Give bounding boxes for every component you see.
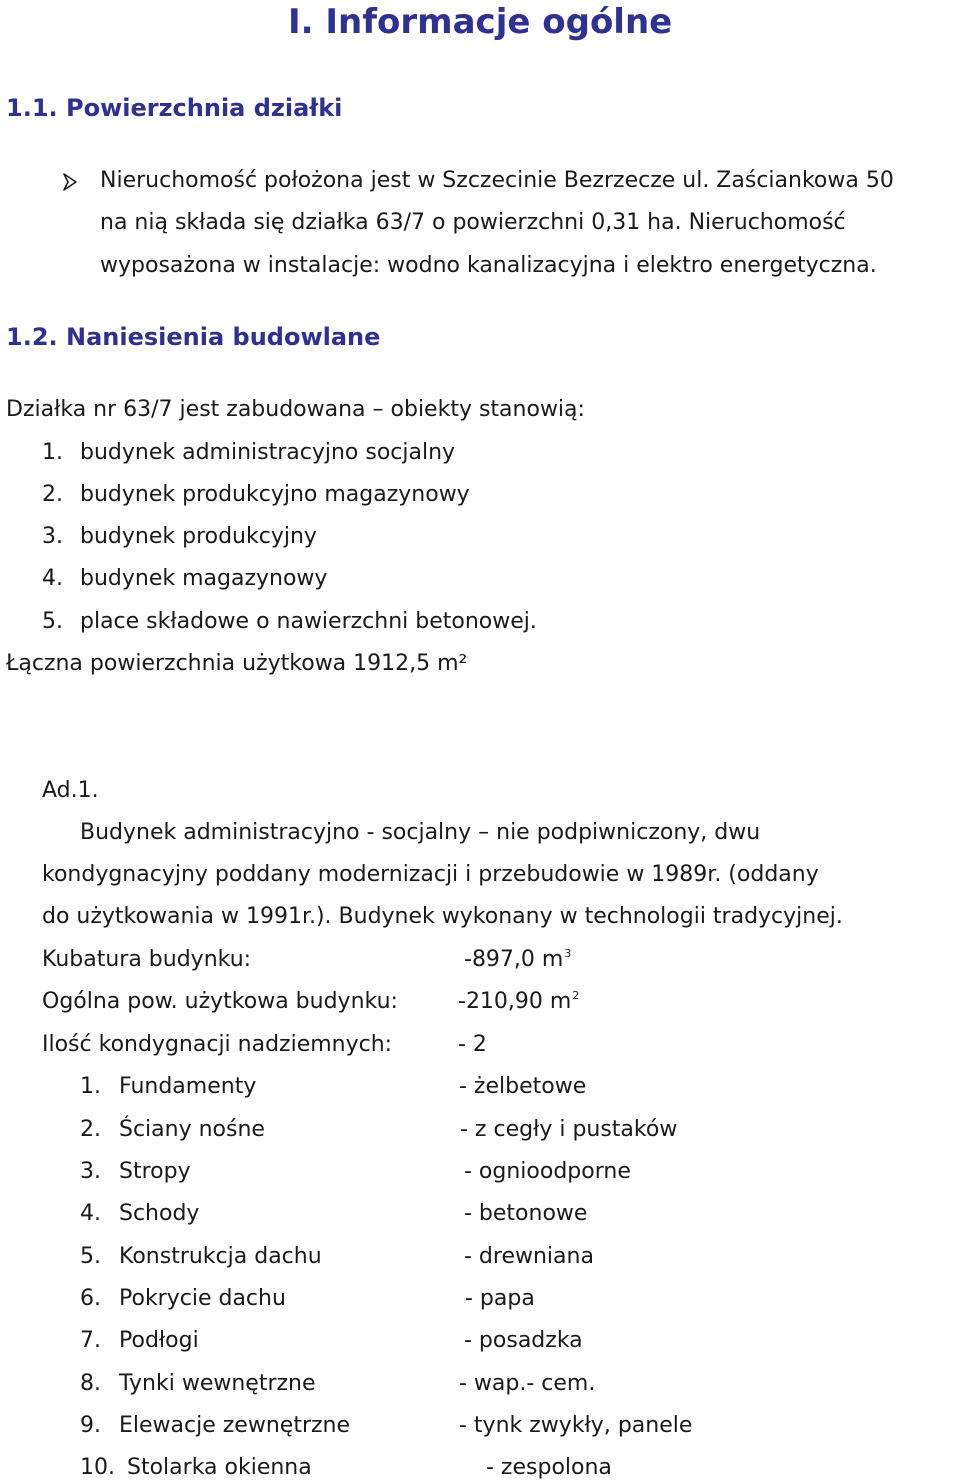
ad1-description-line: kondygnacyjny poddany modernizacji i przebudowie w 1989r. (oddany [42,862,819,887]
element-number: 2. [80,1117,101,1142]
page-title: I. Informacje ogólne [288,2,673,42]
section-heading-buildings: 1.2. Naniesienia budowlane [6,323,381,351]
list-item-number: 3. [42,524,63,549]
element-name: Konstrukcja dachu [119,1244,322,1269]
element-name: Ściany nośne [119,1117,265,1142]
ad1-label: Ad.1. [42,778,99,803]
element-name: Podłogi [119,1328,199,1353]
element-value: - zespolona [486,1455,612,1480]
element-value: - wap.- cem. [459,1371,596,1396]
element-name: Fundamenty [119,1074,257,1099]
ad1-description-line: Budynek administracyjno - socjalny – nie podpiwniczony, dwu [80,820,761,845]
spec-value: -897,0 $m^3$ [464,947,572,972]
section-heading-plot-area: 1.1. Powierzchnia działki [6,94,343,122]
list-item: budynek magazynowy [80,566,328,591]
element-value: - betonowe [464,1201,588,1226]
list-item-number: 5. [42,609,63,634]
element-number: 5. [80,1244,101,1269]
bullet-line: na nią składa się działka 63/7 o powierzchni 0,31 ha. Nieruchomość [100,210,846,235]
element-value: - żelbetowe [459,1074,587,1099]
element-name: Stropy [119,1159,191,1184]
arrow-bullet-icon [62,172,80,192]
element-value: - posadzka [464,1328,583,1353]
list-item: budynek produkcyjno magazynowy [80,482,470,507]
element-number: 8. [80,1371,101,1396]
total-area: Łączna powierzchnia użytkowa 1912,5 m² [6,651,468,676]
list-item-number: 1. [42,440,63,465]
list-item-number: 2. [42,482,63,507]
element-number: 10. [80,1455,115,1480]
element-number: 9. [80,1413,101,1438]
element-name: Schody [119,1201,200,1226]
element-value: - drewniana [464,1244,594,1269]
bullet-line: Nieruchomość położona jest w Szczecinie Bezrzecze ul. Zaściankowa 50 [100,168,894,193]
list-item: place składowe o nawierzchni betonowej. [80,609,537,634]
element-value: - tynk zwykły, panele [459,1413,693,1438]
spec-label: Ogólna pow. użytkowa budynku: [42,989,398,1014]
element-value: - z cegły i pustaków [460,1117,678,1142]
buildings-intro: Działka nr 63/7 jest zabudowana – obiekty stanowią: [6,397,585,422]
list-item: budynek produkcyjny [80,524,317,549]
element-name: Stolarka okienna [127,1455,312,1480]
element-number: 3. [80,1159,101,1184]
spec-value: - 2 [458,1032,487,1057]
element-number: 7. [80,1328,101,1353]
element-number: 1. [80,1074,101,1099]
element-number: 6. [80,1286,101,1311]
element-name: Pokrycie dachu [119,1286,286,1311]
element-name: Elewacje zewnętrzne [119,1413,351,1438]
spec-label: Ilość kondygnacji nadziemnych: [42,1032,393,1057]
element-number: 4. [80,1201,101,1226]
element-value: - papa [465,1286,535,1311]
bullet-line: wyposażona w instalacje: wodno kanalizacyjna i elektro energetyczna. [100,253,877,278]
spec-label: Kubatura budynku: [42,947,252,972]
list-item: budynek administracyjno socjalny [80,440,456,465]
list-item-number: 4. [42,566,63,591]
element-value: - ognioodporne [464,1159,631,1184]
ad1-description-line: do użytkowania w 1991r.). Budynek wykonany w technologii tradycyjnej. [42,904,843,929]
element-name: Tynki wewnętrzne [119,1371,316,1396]
spec-value: -210,90 $m^2$ [458,989,580,1014]
